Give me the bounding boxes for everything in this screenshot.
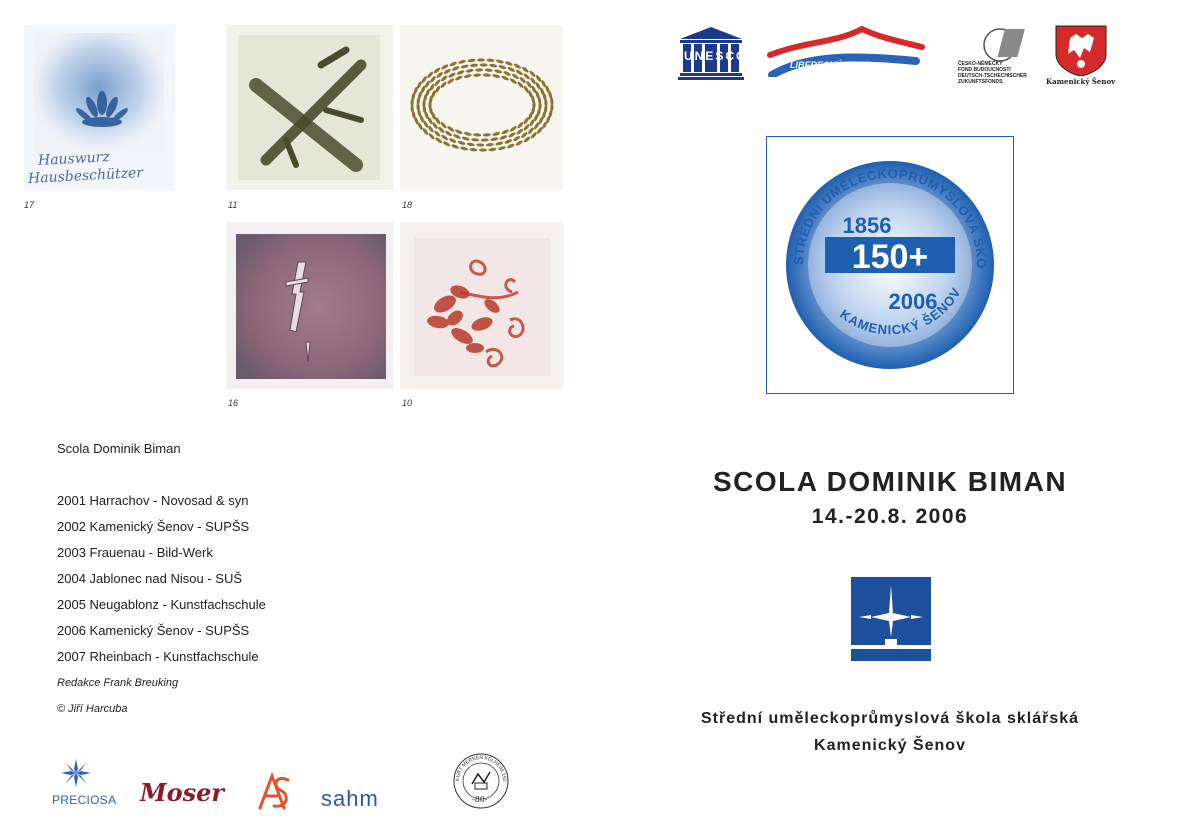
editor-credit: Redakce Frank Breuking — [57, 677, 179, 689]
left-heading: Scola Dominik Biman — [57, 441, 181, 456]
preciosa-text: PRECIOSA — [52, 793, 117, 807]
school-name: Střední uměleckoprůmyslová škola sklářská — [700, 710, 1080, 727]
liberecky-kraj-text: LIBERECKÝ KRAJ — [790, 60, 870, 70]
kelheim-seal — [452, 752, 510, 810]
caption-11: 11 — [228, 200, 238, 210]
artwork-17-handwriting-2: Hausbeschützer — [27, 165, 144, 187]
history-item: 2003 Frauenau - Bild-Werk — [57, 545, 213, 560]
school-glass-logo — [851, 577, 931, 661]
as-monogram-icon — [254, 770, 296, 812]
fund-line-4: ZUKUNFTSFONDS — [958, 79, 1003, 85]
preciosa-logo — [52, 758, 118, 810]
unesco-text: UNESCO — [684, 49, 748, 63]
artwork-11 — [226, 25, 393, 190]
anniversary-badge-emblem — [767, 137, 1013, 393]
event-title: SCOLA DOMINIK BIMAN — [712, 466, 1068, 497]
caption-16: 16 — [228, 398, 239, 408]
badge-center-number: 150+ — [851, 238, 929, 276]
artwork-18-image — [400, 25, 563, 190]
history-item: 2006 Kamenický Šenov - SUPŠS — [57, 623, 250, 638]
artwork-16-image — [226, 222, 393, 389]
caption-17: 17 — [24, 200, 35, 210]
school-town: Kamenický Šenov — [814, 737, 966, 754]
artwork-11-image — [226, 25, 393, 190]
history-item: 2005 Neugablonz - Kunstfachschule — [57, 597, 266, 612]
kelheim-seal-number: -80- — [472, 795, 488, 804]
moser-logo: Moser — [140, 778, 224, 807]
as-monogram-logo — [254, 770, 296, 812]
town-crest-icon — [1046, 24, 1116, 76]
history-item: 2004 Jablonec nad Nisou - SUŠ — [57, 571, 243, 586]
fund-line-1: ČESKO-NĚMECKÝ — [958, 61, 1003, 67]
badge-ring-text: STŘEDNÍ UMĚLECKOPRŮMYSLOVÁ ŠKO — [790, 165, 990, 270]
sahm-logo: sahm — [321, 786, 379, 811]
copyright: © Jiří Harcuba — [57, 703, 128, 715]
artwork-18 — [400, 25, 563, 190]
history-item: 2001 Harrachov - Novosad & syn — [57, 493, 249, 508]
history-item: 2007 Rheinbach - Kunstfachschule — [57, 649, 259, 664]
history-item: 2002 Kamenický Šenov - SUPŠS — [57, 519, 250, 534]
zukunftsfonds-icon — [944, 25, 1040, 65]
badge-bottom-text: KAMENICKÝ ŠENOV — [837, 284, 964, 338]
event-dates: 14.-20.8. 2006 — [811, 505, 969, 528]
caption-10: 10 — [402, 398, 413, 408]
artwork-17-handwriting-1: Hauswurz — [37, 149, 111, 169]
liberecky-kraj-logo — [766, 25, 926, 77]
unesco-logo — [678, 25, 748, 81]
badge-year-bottom: 2006 — [888, 289, 938, 314]
artwork-16 — [226, 222, 393, 389]
artwork-17 — [24, 25, 175, 190]
fund-line-3: DEUTSCH-TSCHECHISCHER — [958, 73, 1027, 79]
caption-18: 18 — [402, 200, 413, 210]
town-crest-logo — [1046, 24, 1116, 88]
artwork-10-image — [400, 222, 563, 389]
town-crest-text: Kamenický Šenov — [1046, 77, 1116, 86]
school-glass-icon — [851, 577, 931, 661]
zukunftsfonds-logo — [944, 25, 1040, 85]
preciosa-star-icon — [52, 758, 118, 788]
badge-year-top: 1856 — [842, 213, 892, 238]
kelheim-seal-ring-text: KURT MERKER KELHEIM 192 — [454, 754, 508, 782]
anniversary-badge — [766, 136, 1014, 394]
fund-line-2: FOND BUDOUCNOSTI — [958, 67, 1011, 73]
artwork-10 — [400, 222, 563, 389]
